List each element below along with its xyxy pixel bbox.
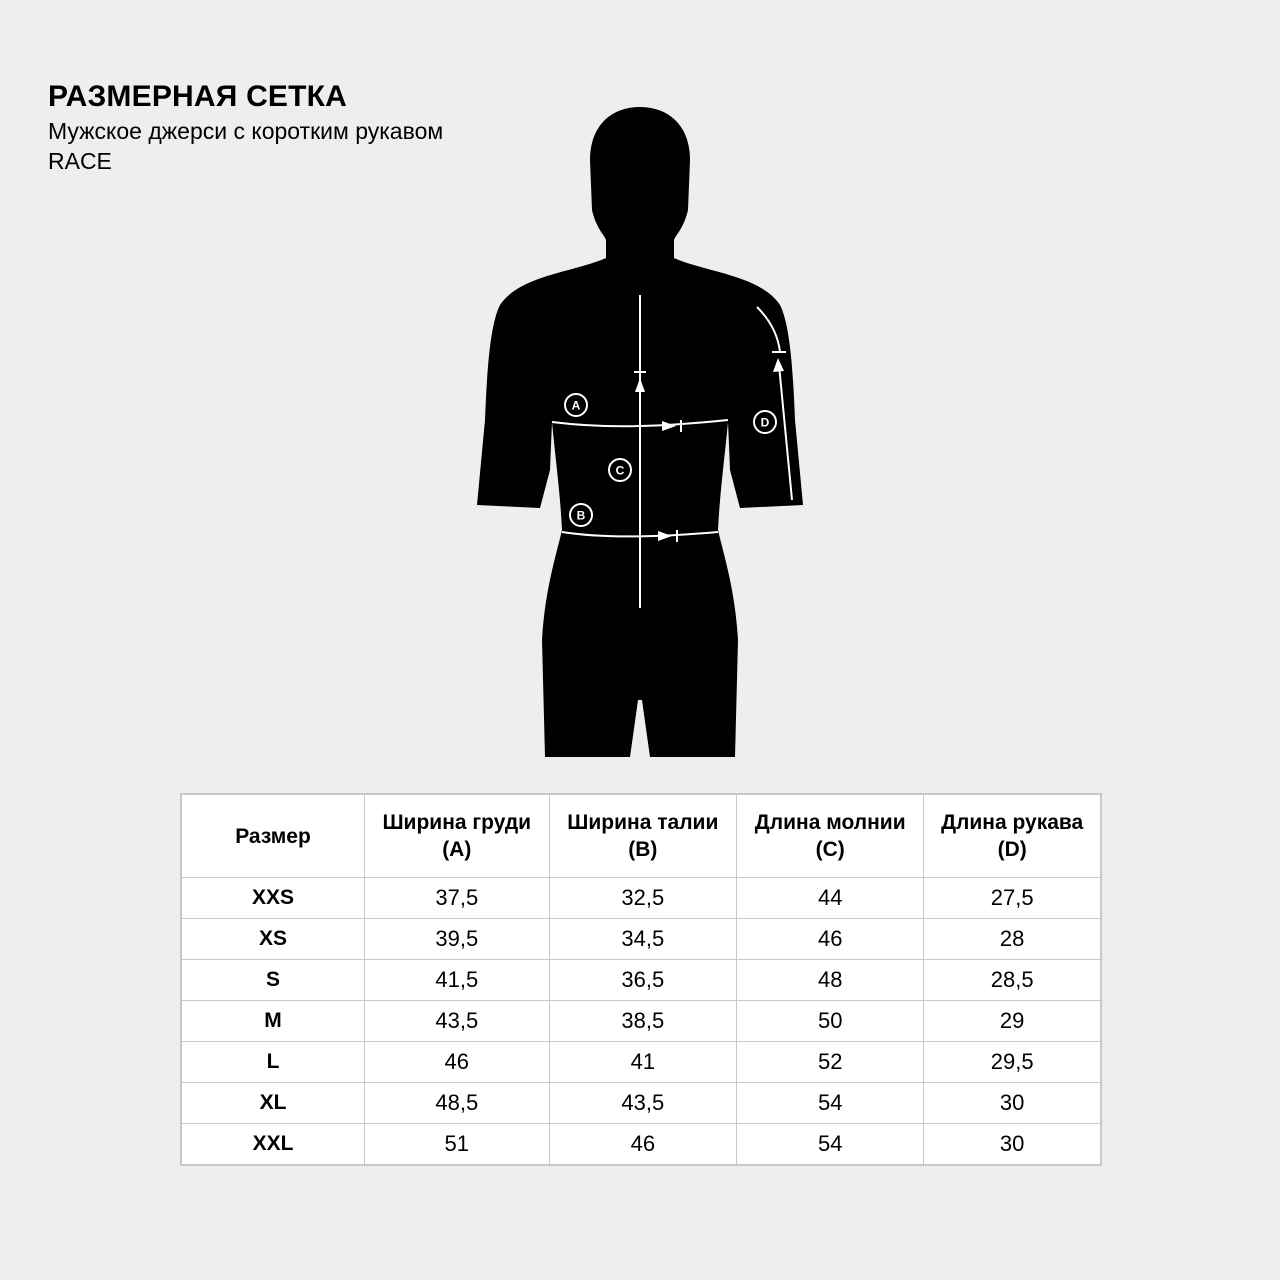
sleeve-length-cell: 28,5 [924,960,1101,1001]
sleeve-length-cell: 27,5 [924,878,1101,919]
zipper-length-cell: 54 [737,1124,924,1166]
product-model: RACE [48,148,112,174]
size-cell: S [181,960,365,1001]
column-header-label: Ширина талии [567,811,719,834]
size-cell: XXL [181,1124,365,1166]
zipper-length-cell: 50 [737,1001,924,1042]
column-header-code: (D) [997,838,1027,861]
zipper-length-cell: 54 [737,1083,924,1124]
column-header-code: (A) [442,838,472,861]
zipper-length-cell: 52 [737,1042,924,1083]
column-header-zipper-length [737,794,924,878]
page-title: РАЗМЕРНАЯ СЕТКА [48,80,348,113]
waist-width-cell: 43,5 [549,1083,737,1124]
waist-width-cell: 32,5 [549,878,737,919]
table-row [181,919,1101,960]
zipper-length-cell: 46 [737,919,924,960]
column-header-label: Ширина груди [382,811,532,834]
size-chart-table [180,793,1102,1166]
waist-width-cell: 38,5 [549,1001,737,1042]
column-header-label: Длина рукава [941,811,1084,834]
size-cell: XXS [181,878,365,919]
column-header-label: Размер [235,824,311,848]
chest-width-cell: 43,5 [365,1001,550,1042]
waist-width-cell: 46 [549,1124,737,1166]
chest-width-cell: 48,5 [365,1083,550,1124]
size-cell: M [181,1001,365,1042]
table-row [181,1042,1101,1083]
zipper-length-cell: 48 [737,960,924,1001]
sleeve-length-cell: 30 [924,1083,1101,1124]
waist-width-cell: 41 [549,1042,737,1083]
table-row [181,878,1101,919]
column-header-waist-width [549,794,737,878]
sleeve-length-cell: 30 [924,1124,1101,1166]
column-header-code: (B) [628,838,658,861]
table-row [181,1083,1101,1124]
column-header-chest-width [365,794,550,878]
column-header-label: Длина молнии [754,811,906,834]
sleeve-length-cell: 29,5 [924,1042,1101,1083]
size-cell: XL [181,1083,365,1124]
body-silhouette-figure [470,105,810,765]
marker-c [609,459,631,481]
column-header-code: (C) [815,838,845,861]
waist-width-cell: 36,5 [549,960,737,1001]
chest-width-cell: 51 [365,1124,550,1166]
marker-c-label: C [615,463,625,478]
product-subtitle: Мужское джерси с коротким рукавом [48,118,444,144]
size-cell: XS [181,919,365,960]
column-header-sleeve-length [924,794,1101,878]
marker-d-label: D [760,415,770,430]
chest-width-cell: 41,5 [365,960,550,1001]
sleeve-length-cell: 28 [924,919,1101,960]
waist-width-cell: 34,5 [549,919,737,960]
zipper-length-cell: 44 [737,878,924,919]
sleeve-length-cell: 29 [924,1001,1101,1042]
marker-b-label: B [576,508,586,523]
table-header-row [181,794,1101,878]
column-header-size [181,794,365,878]
chest-width-cell: 46 [365,1042,550,1083]
table-row [181,960,1101,1001]
chest-width-cell: 37,5 [365,878,550,919]
table-row [181,1001,1101,1042]
page-heading [48,78,443,176]
chest-width-cell: 39,5 [365,919,550,960]
marker-a [565,394,587,416]
table-row [181,1124,1101,1166]
marker-a-label: A [571,398,581,413]
marker-d [754,411,776,433]
size-cell: L [181,1042,365,1083]
marker-b [570,504,592,526]
